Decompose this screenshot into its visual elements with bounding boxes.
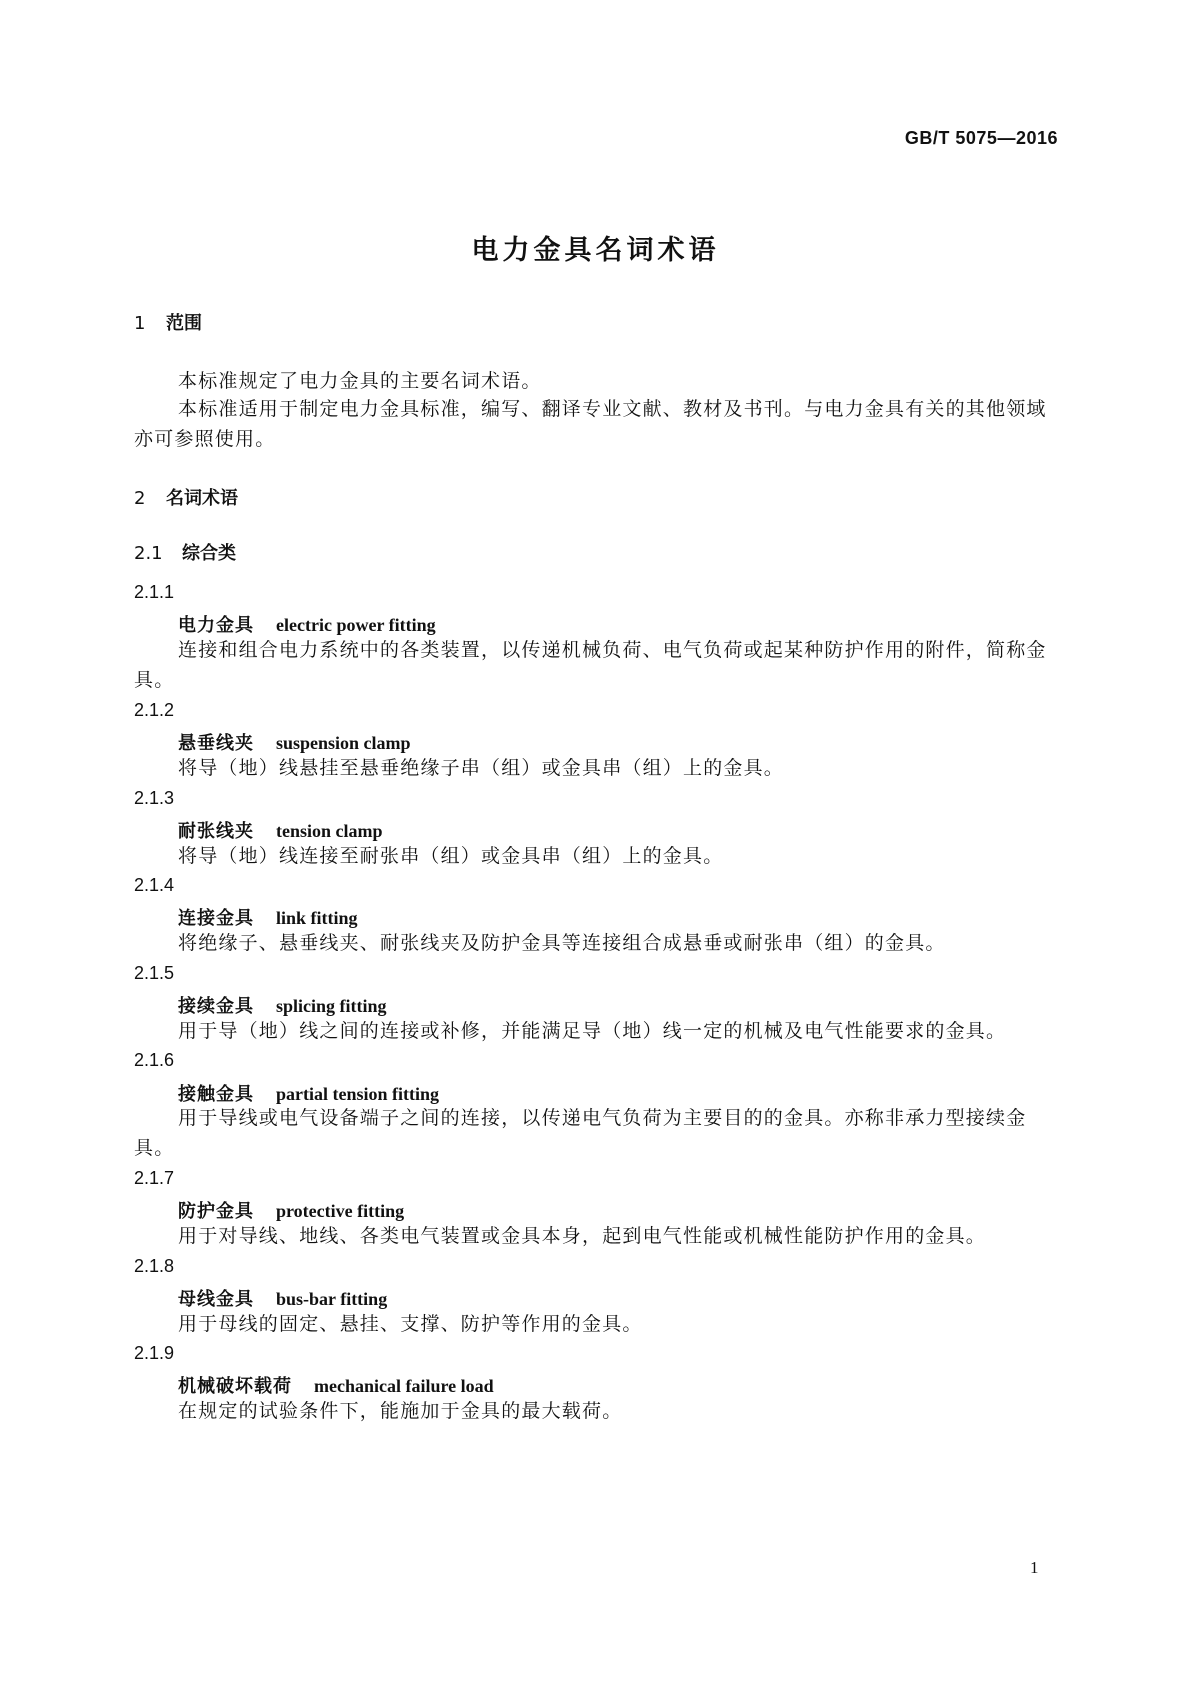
term-name-zh: 悬垂线夹: [178, 733, 254, 754]
term-number: 2.1.3: [134, 788, 175, 808]
term-name: [178, 1285, 387, 1311]
standard-code: GB/T 5075—2016: [904, 128, 1058, 148]
term-definition: 连接和组合电力系统中的各类装置，以传递机械负荷、电气负荷或起某种防护作用的附件，简称金具。: [134, 639, 1047, 691]
term-name-en: suspension clamp: [276, 733, 411, 753]
term-number: 2.1.1: [134, 582, 175, 602]
term-definition: 用于母线的固定、悬挂、支撑、防护等作用的金具。: [178, 1313, 643, 1335]
term-name-zh: 电力金具: [178, 615, 254, 636]
term-definition: 在规定的试验条件下，能施加于金具的最大载荷。: [178, 1400, 623, 1422]
term-name: [178, 992, 387, 1018]
term-name-en: mechanical failure load: [314, 1376, 494, 1396]
term-definition: 将导（地）线连接至耐张串（组）或金具串（组）上的金具。: [178, 845, 724, 867]
term-number: 2.1.9: [134, 1343, 175, 1363]
term-name-en: partial tension fitting: [276, 1084, 440, 1104]
term-definition: 用于对导线、地线、各类电气装置或金具本身，起到电气性能或机械性能防护作用的金具。: [178, 1225, 987, 1247]
subsection-2-1-heading: [134, 539, 236, 565]
term-name-zh: 母线金具: [178, 1289, 254, 1310]
term-name-zh: 防护金具: [178, 1201, 254, 1222]
scope-paragraph-2: 本标准适用于制定电力金具标准，编写、翻译专业文献、教材及书刊。与电力金具有关的其他领域亦可参照使用。: [134, 398, 1047, 450]
term-definition: 用于导（地）线之间的连接或补修，并能满足导（地）线一定的机械及电气性能要求的金具。: [178, 1020, 1007, 1042]
term-name-en: link fitting: [276, 908, 358, 928]
term-name-zh: 机械破坏载荷: [178, 1376, 292, 1397]
term-name-zh: 接触金具: [178, 1084, 254, 1105]
term-definition: 将绝缘子、悬垂线夹、耐张线夹及防护金具等连接组合成悬垂或耐张串（组）的金具。: [178, 932, 946, 954]
term-number: 2.1.7: [134, 1168, 175, 1188]
term-name: [178, 817, 383, 843]
term-name-en: tension clamp: [276, 821, 383, 841]
term-definition: 将导（地）线悬挂至悬垂绝缘子串（组）或金具串（组）上的金具。: [178, 757, 785, 779]
term-name-en: splicing fitting: [276, 996, 387, 1016]
term-number: 2.1.6: [134, 1050, 175, 1070]
term-number: 2.1.8: [134, 1256, 175, 1276]
term-name: [178, 1197, 404, 1223]
term-number: 2.1.5: [134, 963, 175, 983]
term-name-zh: 耐张线夹: [178, 821, 254, 842]
term-name-en: bus-bar fitting: [276, 1289, 388, 1309]
scope-paragraph-1: 本标准规定了电力金具的主要名词术语。: [178, 370, 542, 392]
term-name-en: electric power fitting: [276, 615, 436, 635]
term-number: 2.1.4: [134, 875, 175, 895]
term-name: [178, 611, 436, 637]
subsection-title: 综合类: [182, 543, 236, 564]
term-name-en: protective fitting: [276, 1201, 405, 1221]
term-name: [178, 1372, 494, 1398]
section-title: 范围: [166, 313, 202, 334]
term-number: 2.1.2: [134, 700, 175, 720]
section-title: 名词术语: [166, 488, 238, 509]
term-name: [178, 729, 411, 755]
term-name: [178, 904, 358, 930]
term-name-zh: 连接金具: [178, 908, 254, 929]
term-definition: 用于导线或电气设备端子之间的连接，以传递电气负荷为主要目的的金具。亦称非承力型接续金具。: [134, 1107, 1027, 1159]
section-number: 1: [134, 313, 146, 334]
section-number: 2: [134, 488, 146, 509]
term-name-zh: 接续金具: [178, 996, 254, 1017]
subsection-number: 2.1: [134, 543, 163, 564]
document-title: 电力金具名词术语: [471, 235, 720, 266]
section-1-heading: [134, 309, 202, 335]
section-2-heading: [134, 484, 238, 510]
page-number: 1: [1030, 1558, 1039, 1577]
